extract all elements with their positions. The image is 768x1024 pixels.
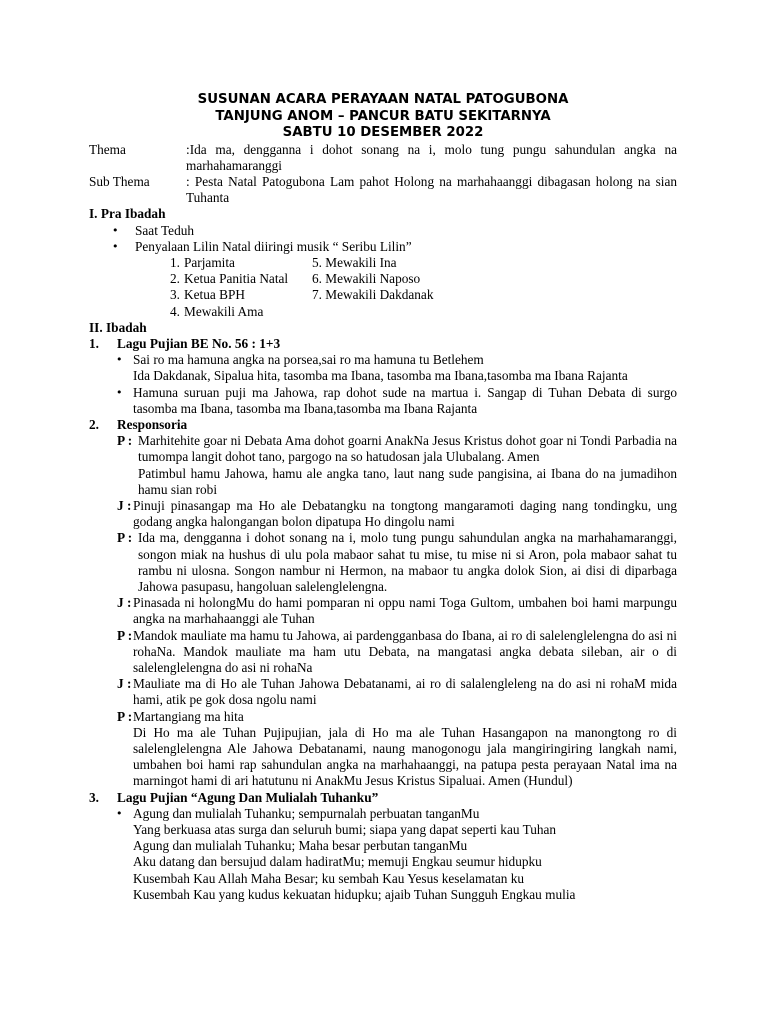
responsoria-p2: P : Ida ma, dengganna i dohot sonang na i, molo tung pungu sahundulan angka na marhahamaranggi, songon miak na hushus di ulu pola mabaor sahat tu mise, tu mise ni si Aron, pola mabaor sahat tu rambu ni ulosna. Songon nambur ni Hermon, na mabaor tu angka dolok Sion, ai disi di diparbaga Jahowa pasupasu, hangoluan salelenglelengna. <box>117 530 677 594</box>
thema-label: Thema <box>89 141 126 157</box>
doc-title-line3: SABTU 10 DESEMBER 2022 <box>282 125 484 140</box>
responsoria-j2: J : Pinasada ni holongMu do hami pomparan ni oppu nami Toga Gultom, umbahen boi hami marpungu angka na marhahaanggi ale Tuhan <box>117 595 677 627</box>
lyric-bullet: • Agung dan mulialah Tuhanku; sempurnalah perbuatan tanganMu Yang berkuasa atas surga dan seluruh bumi; siapa yang dapat seperti kau Tuhan Agung dan mulialah Tuhanku; Maha besar perbutan tanganMu Aku datang dan bersujud dalam hadiratMu; memuji Engkau seumur hidupku Kusembah Kau Allah Maha Besar; ku sembah Kau Yesus keselamatan ku Kusembah Kau yang kudus kekuatan hidupku; ajaib Tuhan Sungguh Engkau mulia <box>89 806 677 903</box>
subthema-label: Sub Thema <box>89 173 150 189</box>
lilin-list-col1 <box>157 255 312 320</box>
subthema-value: : Pesta Natal Patogubona Lam pahot Holong na marhahaanggi dibagasan holong na sian Tuhanta <box>186 173 677 206</box>
responsoria-p4: P : Martangiang ma hita Di Ho ma ale Tuhan Pujipujian, jala di Ho ma ale Tuhan Hasangapon na manongtong ro di salelenglelengna Ale Jahowa Debatanami, naung manogonogu jala mangiringiring langkah nami, umbahen boi hami rap sahundulan angka na marhahaanggi, na patupa pesta perayaan Natal ima na marningot hami di ari hatutunu ni AnakMu Jesus Kristus Sipaluai. Amen (Hundul) <box>117 708 677 789</box>
lyric-bullet: • Sai ro ma hamuna angka na porsea,sai ro ma hamuna tu Betlehem Ida Dakdanak, Sipalua hita, tasomba ma Ibana, tasomba ma Ibana,tasomba ma Ibana Rajanta <box>89 352 677 384</box>
list-item: 7. Mewakili Dakdanak <box>312 287 434 303</box>
doc-title-line2: TANJUNG ANOM – PANCUR BATU SEKITARNYA <box>215 108 551 124</box>
item-heading-agung-mulialah: 3. Lagu Pujian “Agung Dan Mulialah Tuhanku” <box>89 789 379 805</box>
thema-row <box>89 142 677 174</box>
lilin-list <box>89 255 677 320</box>
responsoria-j1: J : Pinuji pinasangap ma Ho ale Debatangku na tongtong mangaramoti daging nang tondingku, ung godang angka halongangan bolon dipatupa Ho dingolu nami <box>117 497 677 530</box>
list-item: 2. Ketua Panitia Natal <box>170 271 289 287</box>
section-heading-ibadah: II. Ibadah <box>89 319 147 335</box>
lyric-bullet: • Hamuna suruan puji ma Jahowa, rap dohot sude na martua i. Sangap di Tuhan Debata di surgo tasomba ma Ibana, tasomba ma Ibana,tasomba ma Ibana Rajanta <box>89 385 677 417</box>
list-item: 6. Mewakili Naposo <box>312 271 421 287</box>
doc-title-line1: SUSUNAN ACARA PERAYAAN NATAL PATOGUBONA <box>197 92 569 107</box>
responsoria-p3: P : Mandok mauliate ma hamu tu Jahowa, ai pardengganbasa do Ibana, ai ro di salelenglelengna do asi ni rohaNa. Mandok mauliate ma ham utu Debata, na mangatasi angka debata sileban, air o di salelenglelengna do asi ni rohaNa <box>117 627 677 675</box>
list-item: 4. Mewakili Ama <box>170 303 264 319</box>
list-item: 1. Parjamita <box>170 254 235 270</box>
thema-value: :Ida ma, dengganna i dohot sonang na i, molo tung pungu sahundulan angka na marhahamaranggi <box>186 141 677 173</box>
bullet-saat-teduh: • Saat Teduh <box>89 223 677 239</box>
responsoria-p1: P : Marhitehite goar ni Debata Ama dohot goarni AnakNa Jesus Kristus dohot goar ni Tondi Parbadia na tumompa langit dohot tano, pargogo na so hatudosan jala Ulubalang. Amen Patimbul hamu Jahowa, hamu ale angka tano, laut nang sude pangisina, ai Ibana do na jumadihon hamu sian robi <box>117 433 677 497</box>
item-heading-responsoria: 2. Responsoria <box>89 416 188 432</box>
item-heading-lagu-be56: 1. Lagu Pujian BE No. 56 : 1+3 <box>89 335 281 351</box>
subthema-row <box>89 174 677 206</box>
bullet-penyalaan-lilin: • Penyalaan Lilin Natal diiringi musik “ Seribu Lilin” <box>89 239 677 255</box>
lilin-list-col2 <box>312 255 433 320</box>
document-page <box>89 92 677 903</box>
list-item: 5. Mewakili Ina <box>312 254 397 270</box>
list-item: 3. Ketua BPH <box>170 287 245 303</box>
section-heading-pra-ibadah: I. Pra Ibadah <box>89 206 166 222</box>
responsoria-j3: J : Mauliate ma di Ho ale Tuhan Jahowa Debatanami, ai ro di salalengleleng na do asi ni rohaM mida hami, atik pe gok dosa ngolu nami <box>117 676 677 708</box>
